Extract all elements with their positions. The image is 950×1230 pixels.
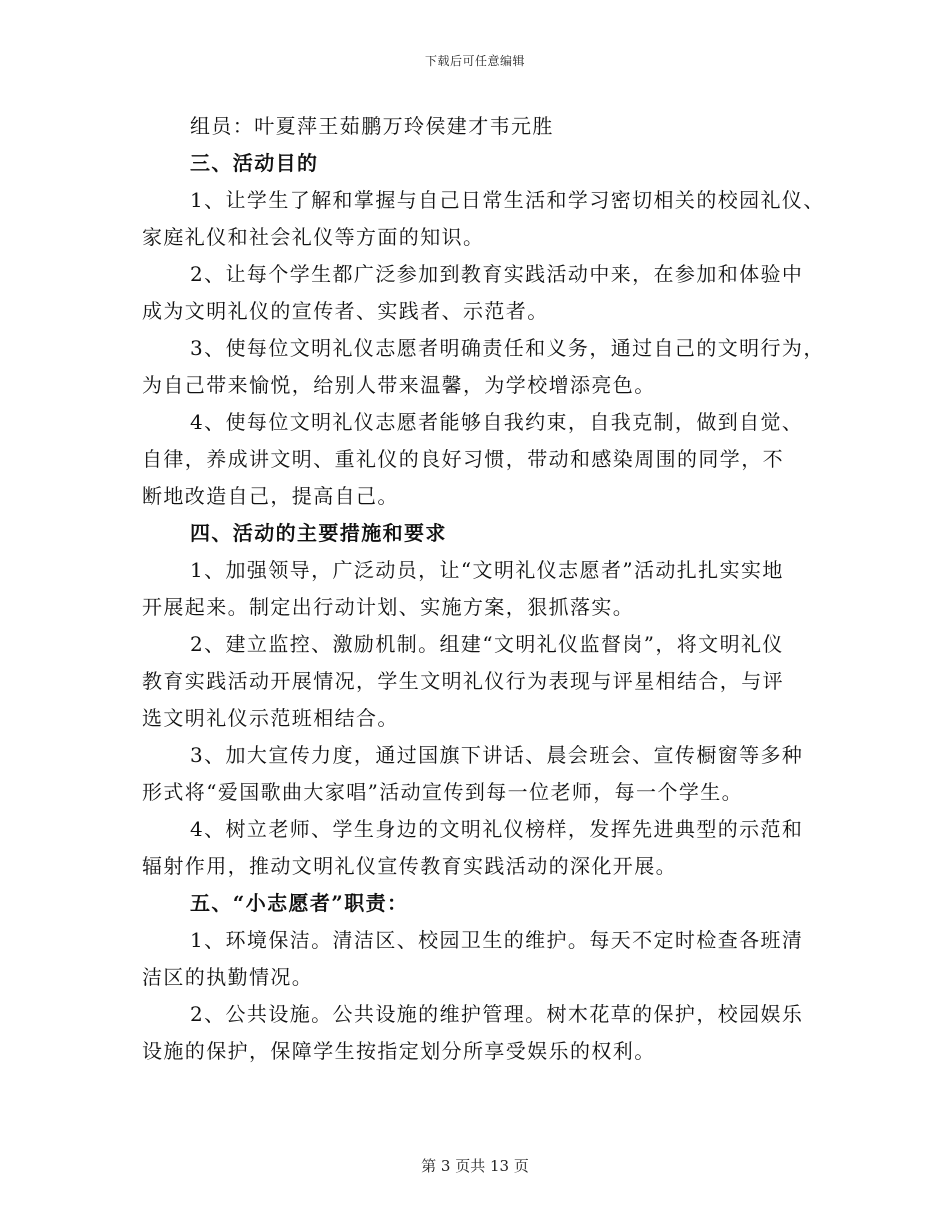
paragraph-line: 1、加强领导，广泛动员，让“文明礼仪志愿者”活动扎扎实实地 xyxy=(190,558,784,582)
section-heading: 三、活动目的 xyxy=(190,151,319,175)
paragraph-line: 2、公共设施。公共设施的维护管理。树木花草的保护，校园娱乐 xyxy=(190,1002,804,1026)
paragraph-line: 2、建立监控、激励机制。组建“文明礼仪监督岗”，将文明礼仪 xyxy=(190,632,784,656)
paragraph-line: 为自己带来愉悦，给别人带来温馨，为学校增添亮色。 xyxy=(142,373,656,397)
paragraph-line: 自律，养成讲文明、重礼仪的良好习惯，带动和感染周围的同学，不 xyxy=(142,447,784,471)
page-number: 第 3 页共 13 页 xyxy=(421,1157,529,1175)
section-heading: 五、“小志愿者”职责： xyxy=(190,891,409,915)
paragraph-line: 4、树立老师、学生身边的文明礼仪榜样，发挥先进典型的示范和 xyxy=(190,817,804,841)
paragraph-line: 教育实践活动开展情况，学生文明礼仪行为表现与评星相结合，与评 xyxy=(142,669,784,693)
paragraph-line: 形式将“爱国歌曲大家唱”活动宣传到每一位老师，每一个学生。 xyxy=(142,780,744,804)
paragraph-line: 设施的保护，保障学生按指定划分所享受娱乐的权利。 xyxy=(142,1039,656,1063)
paragraph-line: 3、加大宣传力度，通过国旗下讲话、晨会班会、宣传橱窗等多种 xyxy=(190,743,804,767)
page-header-note: 下载后可任意编辑 xyxy=(424,54,525,68)
paragraph-line: 洁区的执勤情况。 xyxy=(142,965,314,989)
paragraph-line: 开展起来。制定出行动计划、实施方案，狠抓落实。 xyxy=(142,595,635,619)
paragraph-line: 4、使每位文明礼仪志愿者能够自我约束，自我克制，做到自觉、 xyxy=(190,410,804,434)
paragraph-line: 1、环境保洁。清洁区、校园卫生的维护。每天不定时检查各班清 xyxy=(190,928,804,952)
paragraph-line: 断地改造自己，提高自己。 xyxy=(142,484,399,508)
paragraph-line: 辐射作用，推动文明礼仪宣传教育实践活动的深化开展。 xyxy=(142,854,677,878)
paragraph-line: 家庭礼仪和社会礼仪等方面的知识。 xyxy=(142,225,485,249)
paragraph-line: 3、使每位文明礼仪志愿者明确责任和义务，通过自己的文明行为， xyxy=(190,336,825,360)
document-body xyxy=(142,108,825,1070)
paragraph-line: 选文明礼仪示范班相结合。 xyxy=(142,706,399,730)
section-heading: 四、活动的主要措施和要求 xyxy=(190,521,447,545)
paragraph-line: 2、让每个学生都广泛参加到教育实践活动中来，在参加和体验中 xyxy=(190,262,804,286)
paragraph-line: 1、让学生了解和掌握与自己日常生活和学习密切相关的校园礼仪、 xyxy=(190,188,825,212)
paragraph-line: 组员：叶夏萍王茹鹏万玲侯建才韦元胜 xyxy=(190,114,554,138)
paragraph-line: 成为文明礼仪的宣传者、实践者、示范者。 xyxy=(142,299,549,323)
